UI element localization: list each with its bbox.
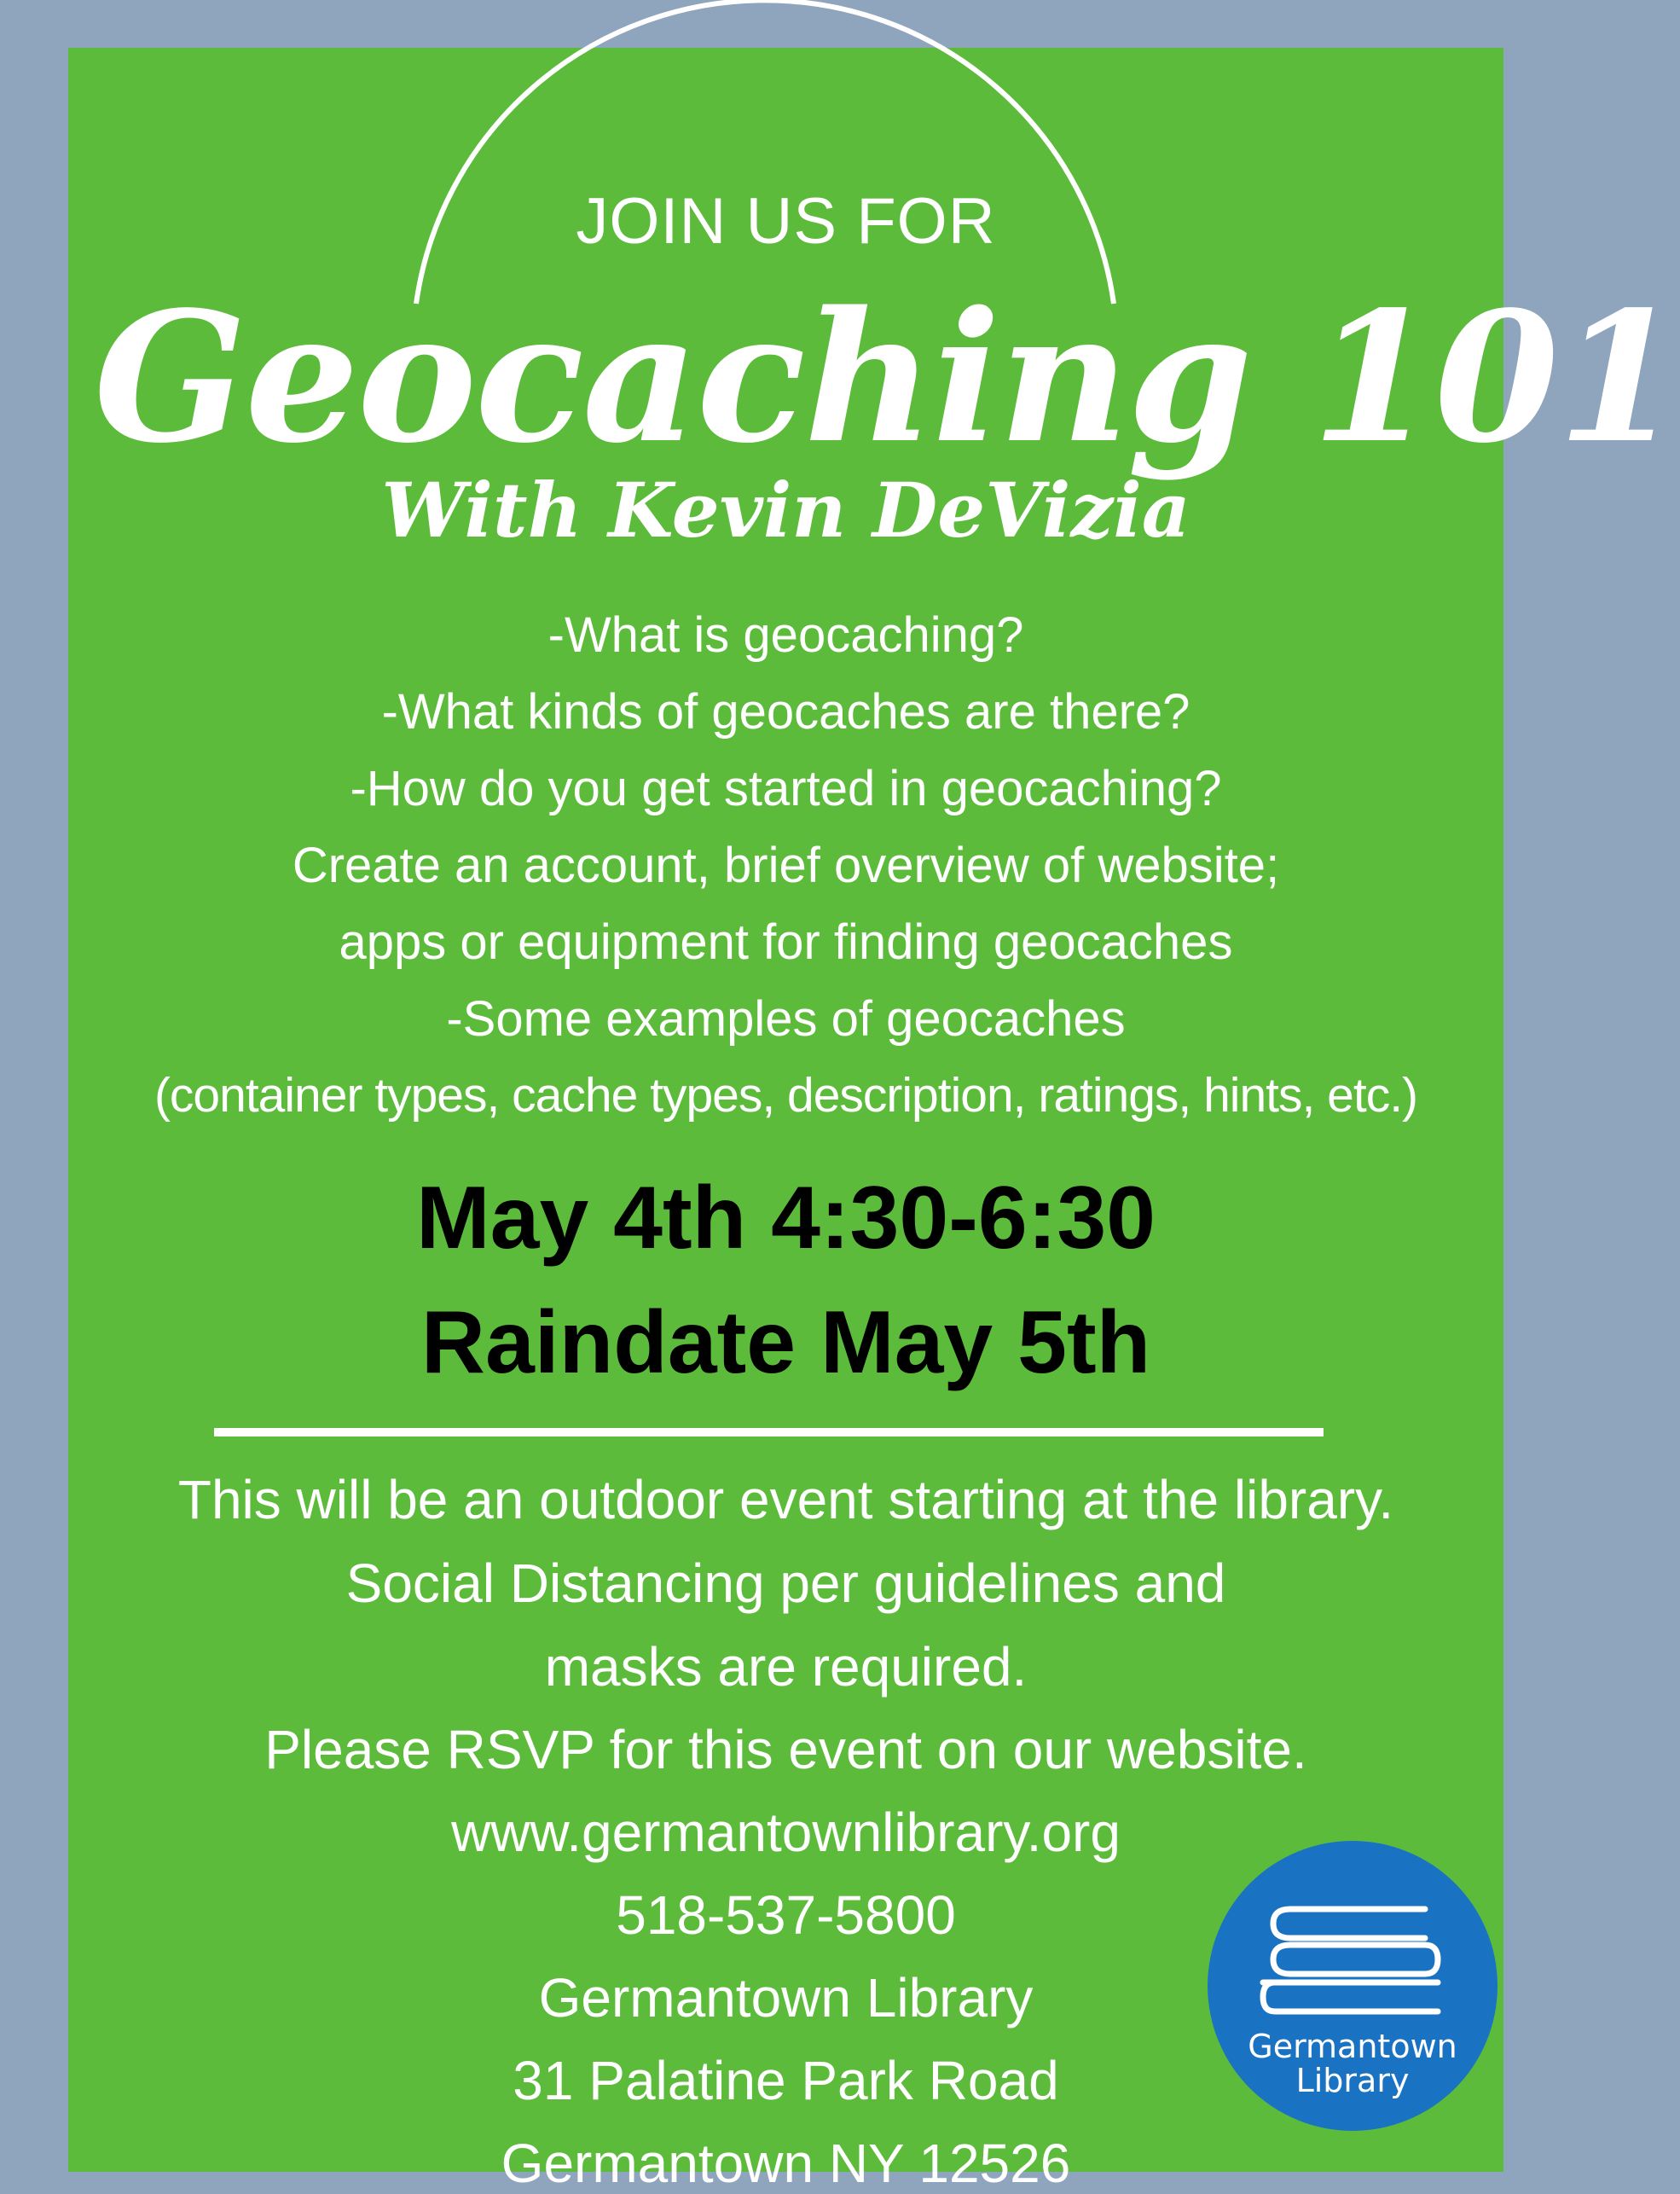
website-url: www.germantownlibrary.org: [451, 1802, 1121, 1863]
event-date: May 4th 4:30-6:30: [415, 1169, 1156, 1268]
topic-item: -What is geocaching?: [547, 607, 1024, 663]
topic-item: (container types, cache types, description, ratings, hints, etc.): [154, 1068, 1418, 1123]
divider: [214, 1428, 1324, 1437]
info-line: This will be an outdoor event starting at the library.: [177, 1469, 1394, 1530]
logo-text-line1: Germantown: [1248, 2028, 1457, 2065]
library-name: Germantown Library: [538, 1967, 1034, 2029]
info-line: masks are required.: [544, 1636, 1028, 1698]
street-address: 31 Palatine Park Road: [513, 2050, 1059, 2111]
info-line: Social Distancing per guidelines and: [345, 1553, 1226, 1614]
join-us-heading: JOIN US FOR: [576, 185, 996, 258]
topic-item: -What kinds of geocaches are there?: [381, 684, 1190, 740]
topic-item: apps or equipment for finding geocaches: [339, 914, 1233, 970]
topic-item: Create an account, brief overview of website;: [292, 838, 1280, 893]
topic-item: -How do you get started in geocaching?: [350, 761, 1222, 816]
topic-item: -Some examples of geocaches: [446, 991, 1126, 1047]
presenter-name: With Kevin DeVizia: [381, 466, 1190, 554]
flyer: [68, 48, 1680, 2194]
stacked-books-icon: [1254, 1901, 1451, 2020]
rain-date: Raindate May 5th: [420, 1293, 1151, 1392]
info-line: Please RSVP for this event on our website.: [264, 1719, 1307, 1780]
phone-number: 518-537-5800: [616, 1884, 956, 1946]
logo-text-line2: Library: [1295, 2061, 1410, 2099]
event-title: Geocaching 101: [94, 272, 1680, 483]
city-address: Germantown NY 12526: [501, 2133, 1071, 2194]
library-logo: [1208, 1841, 1498, 2131]
